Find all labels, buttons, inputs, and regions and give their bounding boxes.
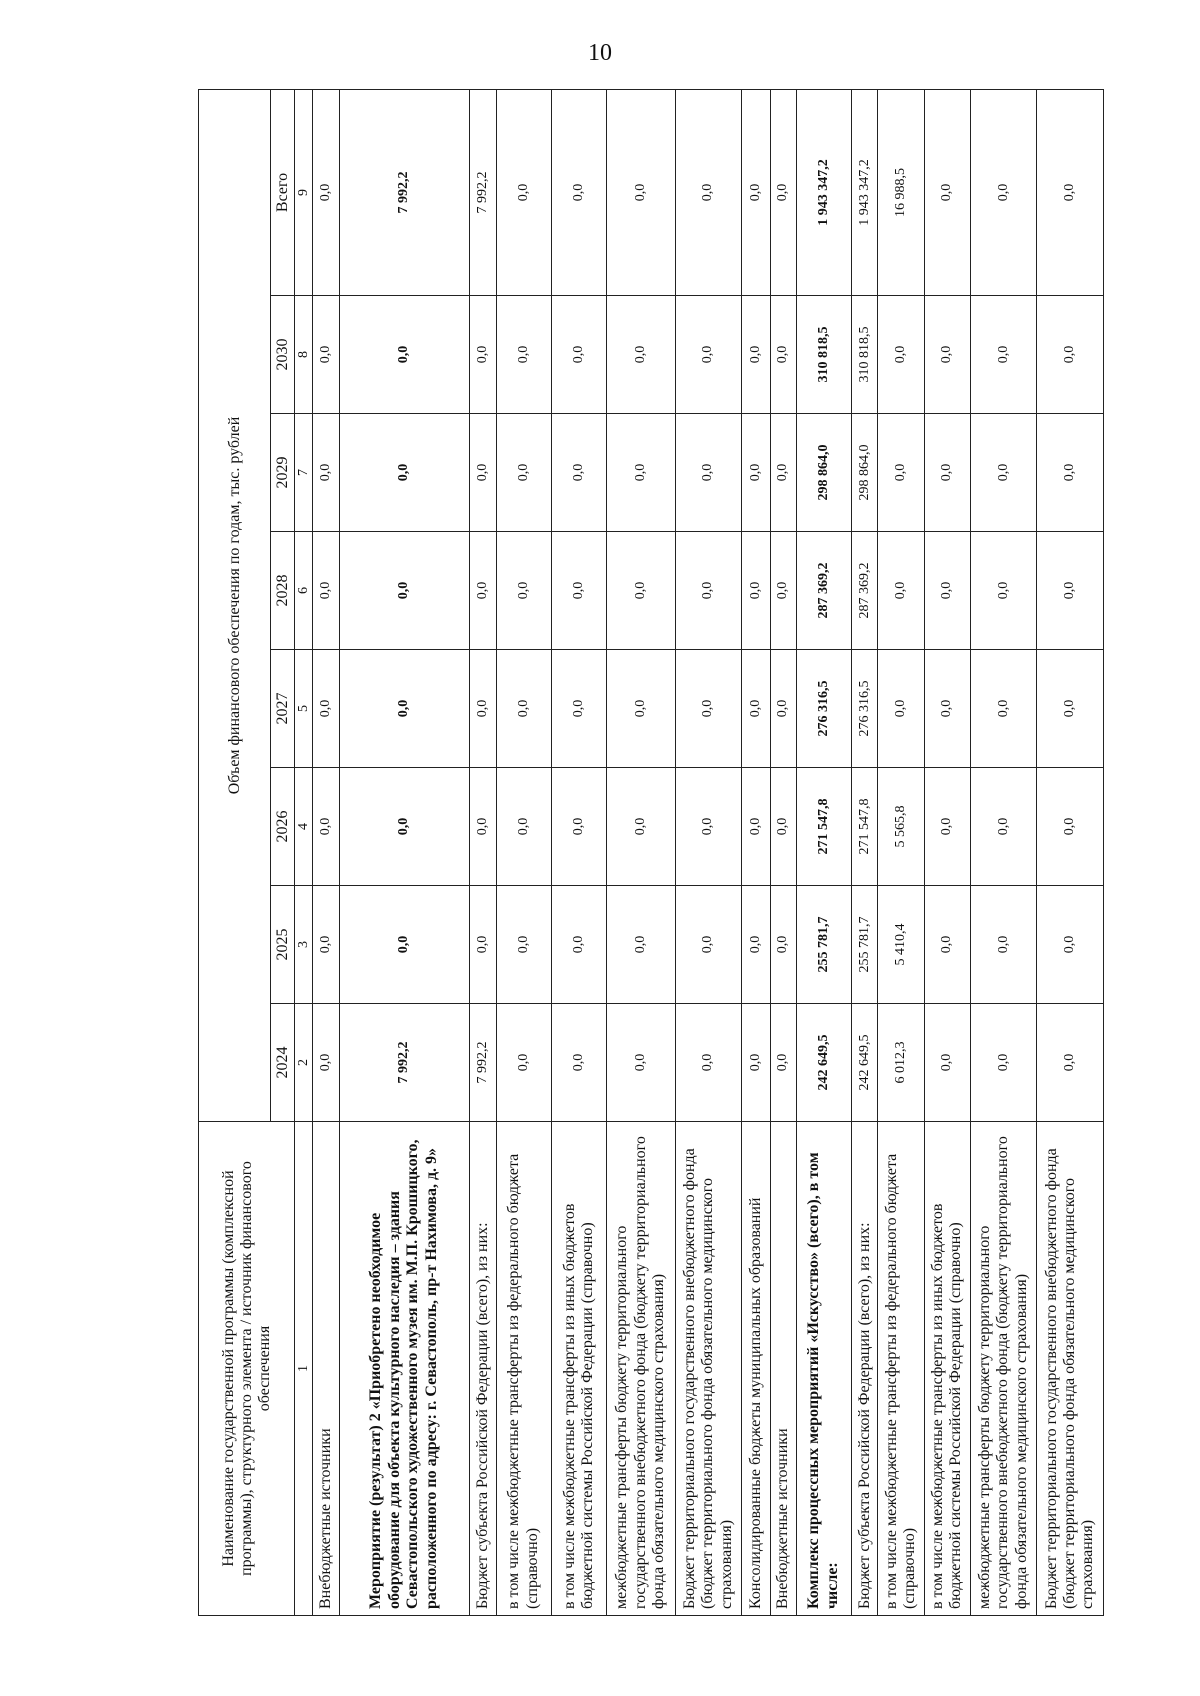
value-cell: 0,0 xyxy=(675,296,742,414)
value-cell: 5 565,8 xyxy=(878,768,924,886)
value-cell: 0,0 xyxy=(770,768,796,886)
value-cell: 0,0 xyxy=(924,532,970,650)
value-cell: 0,0 xyxy=(496,650,551,768)
value-cell: 1 943 347,2 xyxy=(851,89,878,295)
value-cell: 0,0 xyxy=(1037,768,1104,886)
value-cell: 0,0 xyxy=(675,532,742,650)
value-cell: 0,0 xyxy=(496,768,551,886)
value-cell: 310 818,5 xyxy=(851,296,878,414)
row-label: межбюджетные трансферты бюджету территориального государственного внебюджетного фонда (бюджету территориального фонда обязательного медицинского страхования) xyxy=(607,1122,676,1616)
value-cell: 0,0 xyxy=(770,1004,796,1122)
value-cell: 271 547,8 xyxy=(851,768,878,886)
year-header: Всего xyxy=(271,89,295,295)
value-cell: 0,0 xyxy=(607,650,676,768)
value-cell: 0,0 xyxy=(339,414,469,532)
value-cell: 298 864,0 xyxy=(796,414,851,532)
column-index: 6 xyxy=(295,532,313,650)
value-cell: 0,0 xyxy=(924,414,970,532)
value-cell: 0,0 xyxy=(1037,89,1104,295)
value-cell: 0,0 xyxy=(551,414,606,532)
value-cell: 5 410,4 xyxy=(878,886,924,1004)
value-cell: 0,0 xyxy=(313,886,340,1004)
value-cell: 0,0 xyxy=(924,768,970,886)
header-row-indices xyxy=(295,89,313,1615)
value-cell: 0,0 xyxy=(339,532,469,650)
value-cell: 0,0 xyxy=(313,414,340,532)
table-row xyxy=(770,89,796,1615)
value-cell: 255 781,7 xyxy=(796,886,851,1004)
value-cell: 0,0 xyxy=(924,1004,970,1122)
column-index: 8 xyxy=(295,296,313,414)
year-header: 2027 xyxy=(271,650,295,768)
row-label: в том числе межбюджетные трансферты из иных бюджетов бюджетной системы Российской Федерации (справочно) xyxy=(551,1122,606,1616)
value-cell: 0,0 xyxy=(1037,296,1104,414)
table-row xyxy=(878,89,924,1615)
value-cell: 0,0 xyxy=(496,1004,551,1122)
year-header: 2026 xyxy=(271,768,295,886)
value-cell: 0,0 xyxy=(970,296,1037,414)
financing-table xyxy=(198,89,1104,1616)
value-cell: 271 547,8 xyxy=(796,768,851,886)
table-row xyxy=(339,89,469,1615)
table-row xyxy=(851,89,878,1615)
value-cell: 0,0 xyxy=(607,414,676,532)
value-cell: 0,0 xyxy=(551,532,606,650)
row-label: Бюджет субъекта Российской Федерации (всего), из них: xyxy=(851,1122,878,1616)
value-cell: 0,0 xyxy=(339,296,469,414)
value-cell: 0,0 xyxy=(469,886,496,1004)
value-cell: 0,0 xyxy=(742,89,771,295)
row-label: Бюджет территориального государственного внебюджетного фонда (бюджет территориального фонда обязательного медицинского страхования) xyxy=(1037,1122,1104,1616)
value-cell: 7 992,2 xyxy=(469,1004,496,1122)
value-cell: 0,0 xyxy=(496,886,551,1004)
row-label: в том числе межбюджетные трансферты из федерального бюджета (справочно) xyxy=(496,1122,551,1616)
value-cell: 1 943 347,2 xyxy=(796,89,851,295)
value-cell: 0,0 xyxy=(551,1004,606,1122)
page-number: 10 xyxy=(588,40,612,66)
year-header: 2024 xyxy=(271,1004,295,1122)
value-cell: 0,0 xyxy=(313,89,340,295)
table-row xyxy=(551,89,606,1615)
table-row xyxy=(469,89,496,1615)
volume-header: Объем финансового обеспечения по годам, тыс. рублей xyxy=(199,89,271,1121)
value-cell: 0,0 xyxy=(770,414,796,532)
value-cell: 0,0 xyxy=(878,296,924,414)
value-cell: 0,0 xyxy=(970,532,1037,650)
value-cell: 0,0 xyxy=(878,532,924,650)
value-cell: 0,0 xyxy=(1037,1004,1104,1122)
value-cell: 287 369,2 xyxy=(796,532,851,650)
column-index: 2 xyxy=(295,1004,313,1122)
row-label: в том числе межбюджетные трансферты из иных бюджетов бюджетной системы Российской Федерации (справочно) xyxy=(924,1122,970,1616)
value-cell: 0,0 xyxy=(551,650,606,768)
value-cell: 0,0 xyxy=(496,414,551,532)
value-cell: 0,0 xyxy=(970,650,1037,768)
value-cell: 0,0 xyxy=(742,886,771,1004)
row-label: Консолидированные бюджеты муниципальных образований xyxy=(742,1122,771,1616)
column-index: 5 xyxy=(295,650,313,768)
value-cell: 0,0 xyxy=(675,768,742,886)
value-cell: 0,0 xyxy=(770,650,796,768)
value-cell: 0,0 xyxy=(970,768,1037,886)
value-cell: 0,0 xyxy=(313,650,340,768)
value-cell: 242 649,5 xyxy=(851,1004,878,1122)
value-cell: 7 992,2 xyxy=(339,89,469,295)
value-cell: 0,0 xyxy=(607,886,676,1004)
row-label: Бюджет территориального государственного внебюджетного фонда (бюджет территориального фонда обязательного медицинского страхования) xyxy=(675,1122,742,1616)
value-cell: 16 988,5 xyxy=(878,89,924,295)
column-index: 3 xyxy=(295,886,313,1004)
column-index: 4 xyxy=(295,768,313,886)
value-cell: 0,0 xyxy=(551,296,606,414)
row-label: в том числе межбюджетные трансферты из федерального бюджета (справочно) xyxy=(878,1122,924,1616)
value-cell: 0,0 xyxy=(924,296,970,414)
value-cell: 276 316,5 xyxy=(851,650,878,768)
value-cell: 276 316,5 xyxy=(796,650,851,768)
value-cell: 0,0 xyxy=(970,1004,1037,1122)
value-cell: 0,0 xyxy=(675,414,742,532)
value-cell: 0,0 xyxy=(675,89,742,295)
value-cell: 0,0 xyxy=(742,1004,771,1122)
value-cell: 0,0 xyxy=(469,532,496,650)
value-cell: 0,0 xyxy=(770,89,796,295)
value-cell: 7 992,2 xyxy=(469,89,496,295)
table-row xyxy=(496,89,551,1615)
value-cell: 0,0 xyxy=(742,414,771,532)
value-cell: 0,0 xyxy=(313,532,340,650)
value-cell: 0,0 xyxy=(878,650,924,768)
column-index: 9 xyxy=(295,89,313,295)
column-index: 1 xyxy=(295,1122,313,1616)
value-cell: 0,0 xyxy=(469,768,496,886)
year-header: 2030 xyxy=(271,296,295,414)
value-cell: 0,0 xyxy=(970,414,1037,532)
value-cell: 7 992,2 xyxy=(339,1004,469,1122)
value-cell: 0,0 xyxy=(339,650,469,768)
value-cell: 242 649,5 xyxy=(796,1004,851,1122)
value-cell: 0,0 xyxy=(970,886,1037,1004)
value-cell: 0,0 xyxy=(469,414,496,532)
value-cell: 0,0 xyxy=(770,532,796,650)
value-cell: 0,0 xyxy=(496,89,551,295)
row-label: Бюджет субъекта Российской Федерации (всего), из них: xyxy=(469,1122,496,1616)
table-row xyxy=(313,89,340,1615)
value-cell: 0,0 xyxy=(742,296,771,414)
table-row xyxy=(796,89,851,1615)
row-label: Внебюджетные источники xyxy=(770,1122,796,1616)
table-row xyxy=(1037,89,1104,1615)
value-cell: 0,0 xyxy=(551,768,606,886)
value-cell: 255 781,7 xyxy=(851,886,878,1004)
table-row xyxy=(970,89,1037,1615)
value-cell: 0,0 xyxy=(607,89,676,295)
value-cell: 0,0 xyxy=(675,650,742,768)
value-cell: 0,0 xyxy=(339,886,469,1004)
value-cell: 310 818,5 xyxy=(796,296,851,414)
value-cell: 0,0 xyxy=(469,650,496,768)
row-label: межбюджетные трансферты бюджету территориального государственного внебюджетного фонда (бюджету территориального фонда обязательного медицинского страхования) xyxy=(970,1122,1037,1616)
value-cell: 0,0 xyxy=(607,296,676,414)
row-label: Внебюджетные источники xyxy=(313,1122,340,1616)
value-cell: 0,0 xyxy=(607,768,676,886)
value-cell: 0,0 xyxy=(496,296,551,414)
value-cell: 0,0 xyxy=(313,1004,340,1122)
row-label: Мероприятие (результат) 2 «Приобретено необходимое оборудование для объекта культурного наследия – здания Севастопольского художественного музея им. М.П. Крошицкого, расположенного по адресу: г. Севастополь, пр-т Нахимова, д. 9» xyxy=(339,1122,469,1616)
value-cell: 0,0 xyxy=(924,89,970,295)
value-cell: 0,0 xyxy=(607,1004,676,1122)
value-cell: 0,0 xyxy=(770,296,796,414)
value-cell: 0,0 xyxy=(675,1004,742,1122)
value-cell: 0,0 xyxy=(924,886,970,1004)
header-row-1 xyxy=(199,89,271,1615)
value-cell: 0,0 xyxy=(1037,414,1104,532)
value-cell: 0,0 xyxy=(970,89,1037,295)
value-cell: 287 369,2 xyxy=(851,532,878,650)
value-cell: 0,0 xyxy=(878,414,924,532)
value-cell: 0,0 xyxy=(1037,532,1104,650)
name-column-header: Наименование государственной программы (комплексной программы), структурного элемента / источник финансового обеспечения xyxy=(199,1122,295,1616)
value-cell: 0,0 xyxy=(924,650,970,768)
value-cell: 0,0 xyxy=(742,532,771,650)
value-cell: 0,0 xyxy=(339,768,469,886)
value-cell: 0,0 xyxy=(1037,650,1104,768)
value-cell: 0,0 xyxy=(496,532,551,650)
year-header: 2029 xyxy=(271,414,295,532)
value-cell: 0,0 xyxy=(313,296,340,414)
value-cell: 0,0 xyxy=(742,650,771,768)
value-cell: 0,0 xyxy=(551,89,606,295)
table-row xyxy=(675,89,742,1615)
rotated-table-wrapper xyxy=(198,90,1104,1616)
value-cell: 0,0 xyxy=(469,296,496,414)
year-header: 2025 xyxy=(271,886,295,1004)
value-cell: 0,0 xyxy=(770,886,796,1004)
value-cell: 0,0 xyxy=(313,768,340,886)
row-label: Комплекс процессных мероприятий «Искусство» (всего), в том числе: xyxy=(796,1122,851,1616)
table-row xyxy=(607,89,676,1615)
value-cell: 298 864,0 xyxy=(851,414,878,532)
value-cell: 0,0 xyxy=(607,532,676,650)
column-index: 7 xyxy=(295,414,313,532)
value-cell: 0,0 xyxy=(742,768,771,886)
year-header: 2028 xyxy=(271,532,295,650)
value-cell: 6 012,3 xyxy=(878,1004,924,1122)
table-row xyxy=(742,89,771,1615)
table-row xyxy=(924,89,970,1615)
value-cell: 0,0 xyxy=(1037,886,1104,1004)
value-cell: 0,0 xyxy=(551,886,606,1004)
value-cell: 0,0 xyxy=(675,886,742,1004)
